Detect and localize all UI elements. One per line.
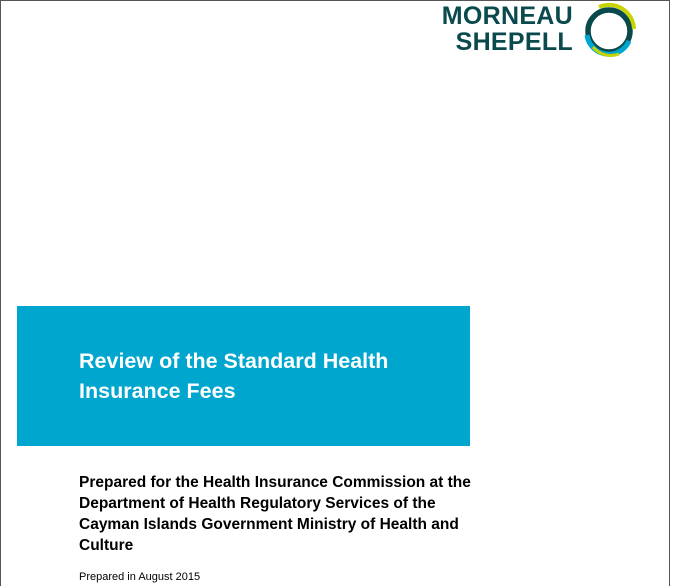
logo-wordmark xyxy=(442,3,573,55)
morneau-shepell-logo xyxy=(409,3,639,63)
logo-ring-icon xyxy=(579,1,639,61)
title-band xyxy=(17,306,470,446)
prepared-for-statement: Prepared for the Health Insurance Commission at the Department of Health Regulatory Services of the Cayman Islands Government Ministry of Health and Culture xyxy=(79,474,471,554)
prepared-date: Prepared in August 2015 xyxy=(79,571,201,583)
document-title: Review of the Standard Health Insurance Fees xyxy=(79,349,389,403)
logo-line-2: SHEPELL xyxy=(455,28,573,56)
logo-line-1: MORNEAU xyxy=(441,2,573,30)
